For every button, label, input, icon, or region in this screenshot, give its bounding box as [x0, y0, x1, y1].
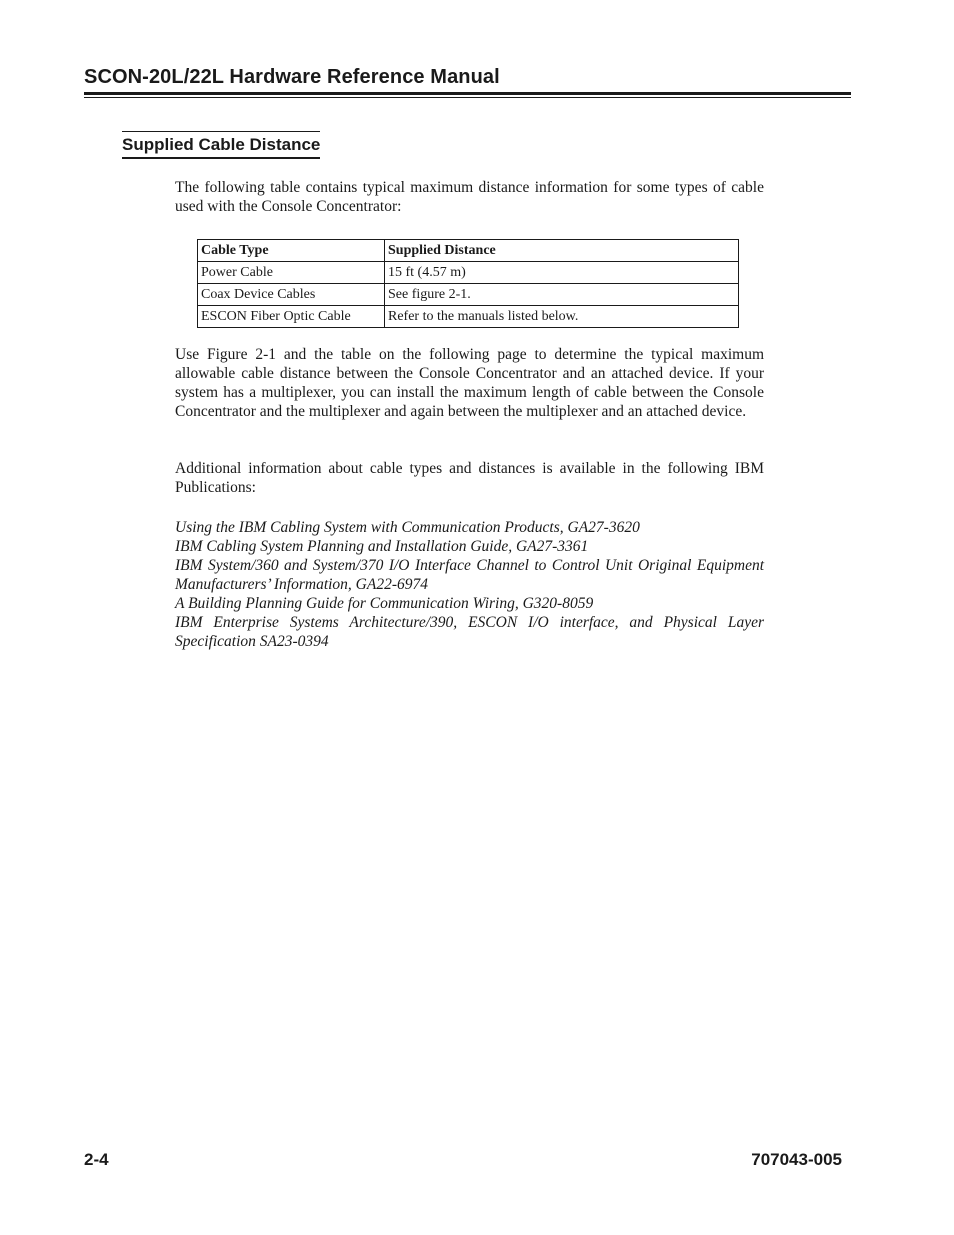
table-cell-distance: 15 ft (4.57 m) [385, 262, 739, 284]
table-cell-cable-type: Coax Device Cables [198, 284, 385, 306]
table-cell-cable-type: Power Cable [198, 262, 385, 284]
reference-item: IBM System/360 and System/370 I/O Interface Channel to Control Unit Original Equipment Manufacturers’ Information, GA22-6974 [175, 557, 764, 593]
reference-item: Using the IBM Cabling System with Communication Products, GA27-3620 [175, 519, 640, 536]
page-number: 2-4 [84, 1150, 109, 1169]
table-row [198, 306, 739, 328]
cable-distance-table [197, 239, 739, 328]
table-row [198, 262, 739, 284]
intro-paragraph: The following table contains typical maximum distance information for some types of cable used with the Console Concentrator: [175, 179, 764, 215]
section-heading: Supplied Cable Distance [122, 131, 320, 159]
table-row [198, 284, 739, 306]
table-cell-cable-type: ESCON Fiber Optic Cable [198, 306, 385, 328]
reference-list [175, 518, 764, 651]
table-cell-distance: See figure 2-1. [385, 284, 739, 306]
column-header-cable-type: Cable Type [198, 240, 385, 262]
reference-item: IBM Enterprise Systems Architecture/390, ESCON I/O interface, and Physical Layer Specification SA23-0394 [175, 614, 764, 650]
usage-paragraph: Use Figure 2-1 and the table on the following page to determine the typical maximum allowable cable distance between the Console Concentrator and an attached device. If your system has a multiplexer, you can install the maximum length of cable between the Console Concentrator and the multiplexer and again between the multiplexer and an attached device. [175, 346, 764, 420]
page-header-title: SCON-20L/22L Hardware Reference Manual [84, 66, 500, 88]
table-cell-distance: Refer to the manuals listed below. [385, 306, 739, 328]
additional-info-paragraph: Additional information about cable types and distances is available in the following IBM Publications: [175, 460, 764, 496]
table-header-row [198, 240, 739, 262]
header-rule-thin [84, 97, 851, 98]
header-rule-thick [84, 92, 851, 95]
document-number: 707043-005 [751, 1150, 842, 1169]
reference-item: IBM Cabling System Planning and Installation Guide, GA27-3361 [175, 538, 589, 555]
reference-item: A Building Planning Guide for Communication Wiring, G320-8059 [175, 595, 594, 612]
column-header-supplied-distance: Supplied Distance [385, 240, 739, 262]
